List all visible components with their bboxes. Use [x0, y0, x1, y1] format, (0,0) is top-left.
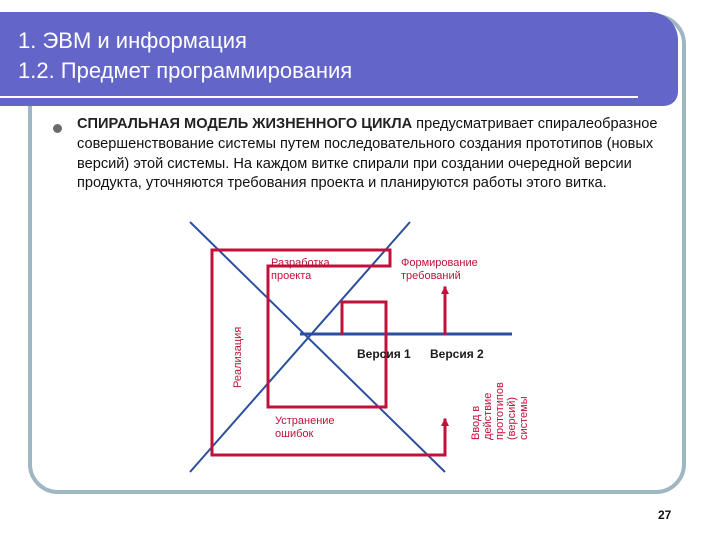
label-errors-2: ошибок: [275, 428, 314, 440]
label-deployment-line-3: прототипов: [494, 382, 506, 440]
label-implementation: Реализация: [232, 326, 244, 388]
slide-title: 1. ЭВМ и информация: [18, 28, 247, 53]
label-requirements-2: требований: [401, 270, 461, 282]
label-requirements: Формирование: [401, 257, 478, 269]
label-deployment-line-4: (версий): [506, 396, 518, 440]
label-design: Разработка: [271, 257, 330, 269]
label-deployment-line-2: действие: [482, 392, 494, 440]
label-deployment: [470, 382, 530, 440]
page-number: 27: [658, 508, 672, 522]
label-version-1: Версия 1: [357, 347, 411, 361]
bullet-text: предусматривает спиралеобразное совершенствование системы путем последовательного создания прототипов (новых версий) этой системы. На каждом витке спирали при создании очередной версии продукта, уточняются требования проекта и планируются работы этого витка.: [77, 116, 658, 192]
slide-subtitle: 1.2. Предмет программирования: [18, 58, 353, 83]
label-design-2: проекта: [271, 270, 312, 282]
label-deployment-line-1: Ввод в: [470, 405, 482, 440]
label-errors: Устранение: [275, 415, 335, 427]
bullet-heading: СПИРАЛЬНАЯ МОДЕЛЬ ЖИЗНЕННОГО ЦИКЛА: [77, 116, 413, 132]
label-deployment-line-5: системы: [518, 396, 530, 440]
spiral-inner-loop: [268, 266, 390, 407]
label-version-2: Версия 2: [430, 347, 484, 361]
